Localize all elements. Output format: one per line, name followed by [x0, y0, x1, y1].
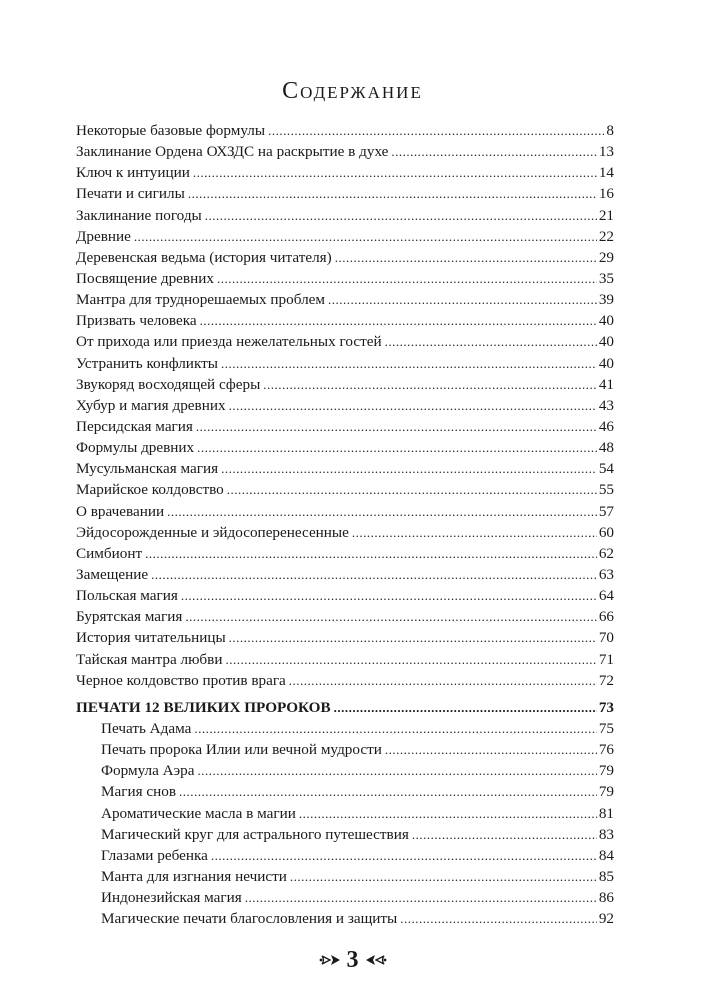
toc-sub-list [76, 718, 614, 929]
toc-entry[interactable] [76, 866, 614, 887]
toc-entry-page: 85 [598, 867, 614, 885]
toc-entry-title: Печати и сигилы [76, 185, 185, 203]
toc-entry[interactable] [76, 247, 614, 268]
toc-entry[interactable] [76, 670, 614, 691]
page-title: Содержание [282, 78, 423, 104]
dot-leader [181, 585, 597, 606]
toc-entry-title: Магия снов [101, 783, 177, 801]
toc-entry[interactable] [76, 718, 614, 739]
toc-entry[interactable] [76, 353, 614, 374]
toc-entry[interactable] [76, 845, 614, 866]
toc-entry-title: Посвящение древних [76, 269, 214, 287]
toc-entry-page: 81 [598, 804, 614, 822]
dot-leader [167, 501, 597, 522]
toc-entry-title: Печать Адама [101, 719, 192, 737]
dot-leader [217, 268, 597, 289]
toc-entry-page: 40 [598, 312, 614, 330]
toc-entry-title: Устранить конфликты [76, 354, 218, 372]
toc-entry-page: 29 [598, 248, 614, 266]
toc-entry-title: История читательницы [76, 629, 226, 647]
toc-entry-title: Магические печати благословления и защиты [101, 910, 398, 928]
dot-leader [385, 331, 597, 352]
toc-entry-page: 48 [598, 439, 614, 457]
toc-entry[interactable] [76, 606, 614, 627]
toc-entry-page: 83 [598, 825, 614, 843]
toc-entry-page: 79 [598, 762, 614, 780]
toc-entry[interactable] [76, 416, 614, 437]
dot-leader [179, 781, 597, 802]
dot-leader [134, 226, 597, 247]
toc-entry-page: 21 [598, 206, 614, 224]
toc-entry-title: Глазами ребенка [101, 846, 208, 864]
toc-entry-title: О врачевании [76, 502, 165, 520]
toc-entry[interactable] [76, 374, 614, 395]
toc-entry-title: Манта для изгнания нечисти [101, 867, 287, 885]
toc-entry[interactable] [76, 522, 614, 543]
toc-entry-page: 40 [598, 333, 614, 351]
toc-entry[interactable] [76, 585, 614, 606]
toc-entry-title: От прихода или приезда нежелательных гостей [76, 333, 382, 351]
toc-entry-title: Формулы древних [76, 439, 195, 457]
dot-leader [245, 887, 597, 908]
toc-entry-page: 22 [598, 227, 614, 245]
dot-leader [290, 866, 597, 887]
dot-leader [391, 141, 596, 162]
toc-entry-page: 92 [598, 910, 614, 928]
dot-leader [227, 479, 597, 500]
dot-leader [385, 739, 597, 760]
toc-entry-page: 43 [598, 396, 614, 414]
dot-leader [221, 353, 597, 374]
toc-entry-title: Замещение [76, 565, 149, 583]
dot-leader [229, 627, 597, 648]
dot-leader [194, 718, 596, 739]
dot-leader [145, 543, 597, 564]
toc-entry[interactable] [76, 310, 614, 331]
toc-entry[interactable] [76, 781, 614, 802]
dot-leader [151, 564, 597, 585]
toc-entry[interactable] [76, 141, 614, 162]
toc-entry-page: 76 [598, 741, 614, 759]
toc-entry-page: 8 [606, 122, 614, 139]
dot-leader [197, 760, 596, 781]
toc-entry-page: 70 [598, 629, 614, 647]
toc-entry-title: Индонезийская магия [101, 889, 242, 907]
toc-section-page: 73 [598, 698, 614, 716]
toc-entry-title: Бурятская магия [76, 608, 183, 626]
dot-leader [205, 205, 597, 226]
toc-entry-title: Эйдосорожденные и эйдосоперенесенные [76, 523, 349, 541]
toc-entry[interactable] [76, 458, 614, 479]
page-footer [0, 948, 705, 972]
toc-entry[interactable] [76, 289, 614, 310]
dot-leader [221, 458, 597, 479]
toc-entry-page: 84 [598, 846, 614, 864]
toc-entry-title: Деревенская ведьма (история читателя) [76, 248, 332, 266]
dot-leader [328, 289, 597, 310]
dot-leader [352, 522, 597, 543]
toc-entry-page: 35 [598, 269, 614, 287]
toc-entry-title: Древние [76, 227, 131, 245]
toc-entry[interactable] [76, 887, 614, 908]
toc-entry[interactable] [76, 543, 614, 564]
toc-entry-title: Тайская мантра любви [76, 650, 223, 668]
toc-entry[interactable] [76, 395, 614, 416]
toc-entry-title: Звукоряд восходящей сферы [76, 375, 261, 393]
toc-entry-page: 39 [598, 291, 614, 309]
toc-entry[interactable] [76, 824, 614, 845]
toc-entry-title: Заклинание погоды [76, 206, 202, 224]
toc-entry-page: 60 [598, 523, 614, 541]
toc-entry-page: 16 [598, 185, 614, 203]
toc-entry[interactable] [76, 268, 614, 289]
toc-entry-page: 62 [598, 544, 614, 562]
toc-entry-title: Заклинание Ордена ОХЗДС на раскрытие в духе [76, 143, 389, 161]
toc-entry-title: Формула Аэра [101, 762, 195, 780]
dot-leader [188, 183, 597, 204]
toc-entry-title: Ключ к интуиции [76, 164, 190, 182]
dot-leader [200, 310, 597, 331]
toc-entry-page: 13 [598, 143, 614, 161]
toc-entry-page: 72 [598, 671, 614, 689]
toc-entry-title: Мантра для труднорешаемых проблем [76, 291, 326, 309]
toc-entry-page: 64 [598, 587, 614, 605]
toc-entry-title: Хубур и магия древних [76, 396, 226, 414]
toc-entry-title: Ароматические масла в магии [101, 804, 296, 822]
toc-entry[interactable] [76, 564, 614, 585]
toc-entry-page: 75 [598, 719, 614, 737]
ornament-right-icon [365, 953, 387, 967]
dot-leader [211, 845, 597, 866]
toc-entry-page: 57 [598, 502, 614, 520]
dot-leader [225, 649, 596, 670]
dot-leader [229, 395, 597, 416]
toc-entry-page: 66 [598, 608, 614, 626]
toc-entry-page: 79 [598, 783, 614, 801]
toc-entry-title: Польская магия [76, 587, 178, 605]
toc-entry-title: Призвать человека [76, 312, 197, 330]
toc-entry[interactable] [76, 760, 614, 781]
page-number: 3 [346, 947, 359, 973]
toc-entry[interactable] [76, 183, 614, 204]
toc-entry[interactable] [76, 120, 614, 141]
toc-entry[interactable] [76, 803, 614, 824]
dot-leader [299, 803, 597, 824]
toc-main-list [76, 120, 614, 691]
toc-entry-title: Черное колдовство против врага [76, 671, 286, 689]
toc-entry-page: 54 [598, 460, 614, 478]
toc-entry-title: Некоторые базовые формулы [76, 122, 266, 139]
toc-entry-page: 71 [598, 650, 614, 668]
toc-entry[interactable] [76, 501, 614, 522]
dot-leader [193, 162, 597, 183]
toc-entry-page: 40 [598, 354, 614, 372]
toc-entry-title: Персидская магия [76, 417, 193, 435]
toc-entry[interactable] [76, 331, 614, 352]
dot-leader [334, 697, 597, 718]
dot-leader [185, 606, 596, 627]
dot-leader [335, 247, 597, 268]
toc-entry[interactable] [76, 908, 614, 929]
toc-entry-title: Магический круг для астрального путешествия [101, 825, 409, 843]
dot-leader [197, 437, 597, 458]
toc-entry[interactable] [76, 226, 614, 247]
toc-entry-title: Симбионт [76, 544, 143, 562]
toc-entry[interactable] [76, 739, 614, 760]
dot-leader [268, 120, 604, 141]
toc-entry-page: 86 [598, 889, 614, 907]
toc-entry[interactable] [76, 205, 614, 226]
table-of-contents [76, 120, 614, 929]
toc-entry-page: 55 [598, 481, 614, 499]
dot-leader [412, 824, 597, 845]
ornament-left-icon [319, 953, 341, 967]
toc-entry-page: 41 [598, 375, 614, 393]
toc-entry[interactable] [76, 437, 614, 458]
toc-entry[interactable] [76, 649, 614, 670]
toc-entry-title: Мусульманская магия [76, 460, 219, 478]
dot-leader [196, 416, 597, 437]
toc-entry-page: 14 [598, 164, 614, 182]
toc-entry[interactable] [76, 162, 614, 183]
toc-entry-title: Печать пророка Илии или вечной мудрости [101, 741, 382, 759]
toc-entry[interactable] [76, 479, 614, 500]
toc-entry-page: 46 [598, 417, 614, 435]
dot-leader [289, 670, 597, 691]
toc-section-heading[interactable] [76, 697, 614, 718]
toc-entry[interactable] [76, 627, 614, 648]
dot-leader [400, 908, 597, 929]
toc-entry-page: 63 [598, 565, 614, 583]
toc-section-title: ПЕЧАТИ 12 ВЕЛИКИХ ПРОРОКОВ [76, 698, 331, 716]
toc-entry-title: Марийское колдовство [76, 481, 224, 499]
dot-leader [263, 374, 597, 395]
